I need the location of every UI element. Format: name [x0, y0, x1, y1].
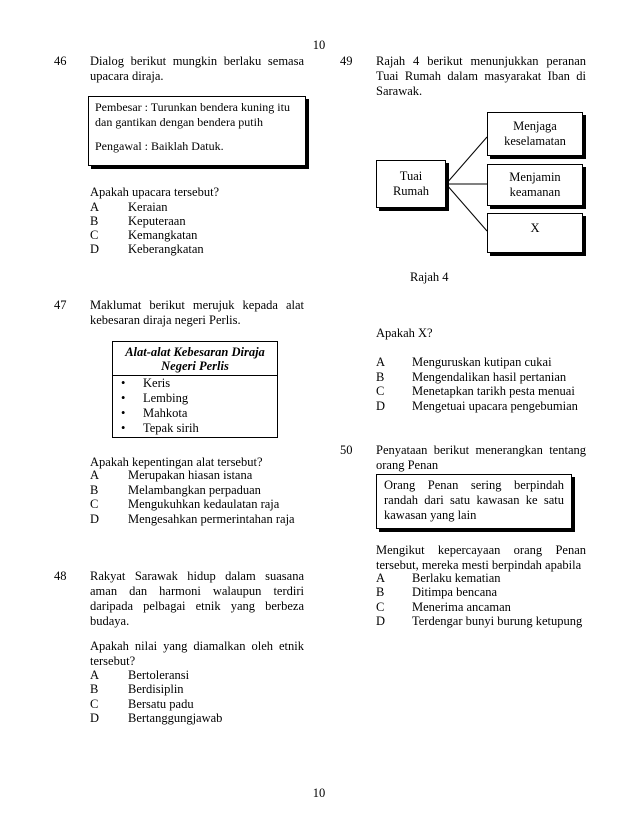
- q49-caption: Rajah 4: [410, 270, 449, 284]
- list-item: • Keris: [121, 376, 171, 390]
- page-number-top: 10: [312, 38, 326, 52]
- q46-box-line2: dan gantikan dengan bendera putih: [95, 115, 263, 129]
- q49-center-box: [376, 160, 446, 208]
- q48-question: Apakah nilai yang diamalkan oleh etnik tersebut?: [90, 639, 304, 668]
- q46-box-line1: Pembesar : Turunkan bendera kuning itu: [95, 100, 290, 114]
- q49-box1-line2: keselamatan: [504, 134, 566, 148]
- q48-stem: Rakyat Sarawak hidup dalam suasana aman dan harmoni walaupun terdiri daripada pelbagai etnik yang berbeza budaya.: [90, 569, 304, 628]
- q47-table-title-line1: Alat-alat Kebesaran Diraja: [125, 345, 265, 359]
- q49-number: 49: [340, 54, 353, 68]
- q49-box-x: [487, 213, 583, 253]
- list-item: • Lembing: [121, 391, 189, 405]
- q49-center-line2: Rumah: [392, 184, 430, 198]
- q47-table-title-line2: Negeri Perlis: [161, 359, 229, 373]
- q46-number: 46: [54, 54, 67, 68]
- q49-box2-line2: keamanan: [509, 185, 561, 199]
- q47-stem: Maklumat berikut merujuk kepada alat kebesaran diraja negeri Perlis.: [90, 298, 304, 327]
- q49-question: Apakah X?: [376, 326, 433, 340]
- connector-line: [446, 184, 487, 231]
- q47-question: Apakah kepentingan alat tersebut?: [90, 455, 263, 469]
- q49-box1-line1: Menjaga: [513, 119, 557, 133]
- q47-number: 47: [54, 298, 67, 312]
- q49-box3-label: X: [530, 221, 540, 235]
- q49-center-line1: Tuai: [399, 169, 423, 183]
- q46-stem: Dialog berikut mungkin berlaku semasa upacara diraja.: [90, 54, 304, 83]
- q49-box-menjaga: [487, 112, 583, 156]
- page-number-bottom: 10: [312, 786, 326, 800]
- q48-number: 48: [54, 569, 67, 583]
- q50-statement-box: [376, 474, 572, 529]
- q50-question: Mengikut kepercayaan orang Penan tersebut, mereka mesti berpindah apabila: [376, 543, 586, 572]
- connector-line: [446, 137, 487, 184]
- q49-stem: Rajah 4 berikut menunjukkan peranan Tuai Rumah dalam masyarakat Iban di Sarawak.: [376, 54, 586, 98]
- q46-box-line3: Pengawal : Baiklah Datuk.: [95, 139, 224, 153]
- q50-box-text: Orang Penan sering berpindah randah dari satu kawasan ke satu kawasan yang lain: [384, 478, 564, 522]
- list-item: • Mahkota: [121, 406, 188, 420]
- q49-box2-line1: Menjamin: [509, 170, 561, 184]
- q50-stem: Penyataan berikut menerangkan tentang orang Penan: [376, 443, 586, 472]
- q46-question: Apakah upacara tersebut?: [90, 185, 220, 199]
- list-item: • Tepak sirih: [121, 421, 199, 435]
- q50-number: 50: [340, 443, 353, 457]
- q49-box-menjamin: [487, 164, 583, 206]
